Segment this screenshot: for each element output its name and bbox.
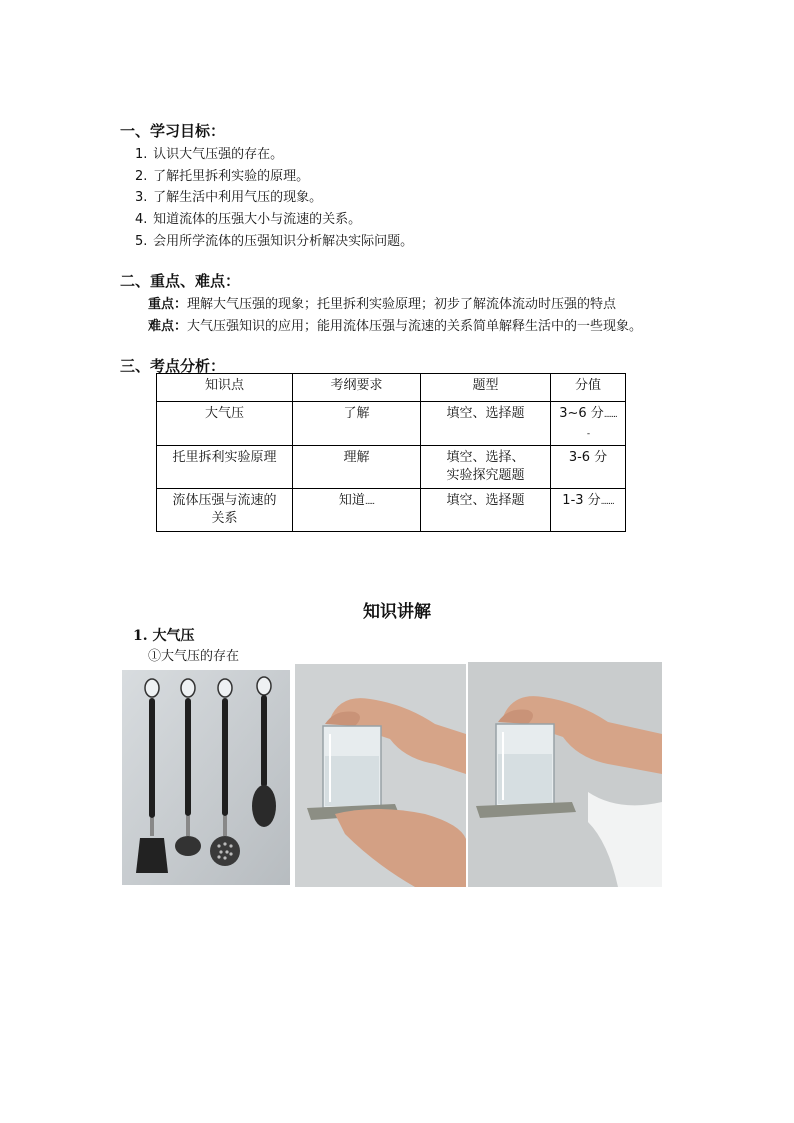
cell-type: 填空、选择题 (421, 402, 551, 446)
cell-score: 3-6 分 (551, 446, 626, 489)
goal-item-5: 5. 会用所学流体的压强知识分析解决实际问题。 (135, 234, 414, 249)
section1-heading: 一、学习目标： (120, 122, 226, 140)
goal-item-3: 3. 了解生活中利用气压的现象。 (135, 190, 323, 205)
cell-point: 流体压强与流速的 关系 (157, 489, 293, 532)
cell-score: 3~6 分....... - (551, 402, 626, 446)
section3-heading: 三、考点分析： (120, 357, 226, 375)
header-question-type: 题型 (421, 374, 551, 402)
cell-requirement: 知道..... (293, 489, 421, 532)
header-score: 分值 (551, 374, 626, 402)
hanging-utensils-photo (122, 670, 290, 885)
table-row (157, 489, 626, 532)
key-point: 重点：理解大气压强的现象；托里拆利实验原理；初步了解流体流动时压强的特点 (148, 297, 617, 312)
glass-card-with-hand-photo (295, 664, 466, 887)
cell-point: 大气压 (157, 402, 293, 446)
hard-point: 难点：大气压强知识的应用；能用流体压强与流速的关系简单解释生活中的一些现象。 (148, 319, 643, 334)
section2-heading: 二、重点、难点： (120, 272, 241, 290)
knowledge-title: 知识讲解 (363, 602, 431, 622)
subsection-subtitle: ①大气压的存在 (148, 649, 240, 664)
cell-requirement: 了解 (293, 402, 421, 446)
goal-item-4: 4. 知道流体的压强大小与流速的关系。 (135, 212, 362, 227)
table-row (157, 402, 626, 446)
table-header-row (157, 374, 626, 402)
subsection-title: 1. 大气压 (133, 628, 195, 644)
glass-card-inverted-photo (468, 662, 662, 887)
cell-requirement: 理解 (293, 446, 421, 489)
cell-score: 1-3 分....... (551, 489, 626, 532)
cell-type: 填空、选择、 实验探究题题 (421, 446, 551, 489)
goal-item-1: 1. 认识大气压强的存在。 (135, 147, 284, 162)
header-knowledge-point: 知识点 (157, 374, 293, 402)
cell-type: 填空、选择题 (421, 489, 551, 532)
header-requirement: 考纲要求 (293, 374, 421, 402)
exam-analysis-table (156, 373, 626, 532)
goal-item-2: 2. 了解托里拆利实验的原理。 (135, 169, 310, 184)
cell-point: 托里拆利实验原理 (157, 446, 293, 489)
table-row (157, 446, 626, 489)
